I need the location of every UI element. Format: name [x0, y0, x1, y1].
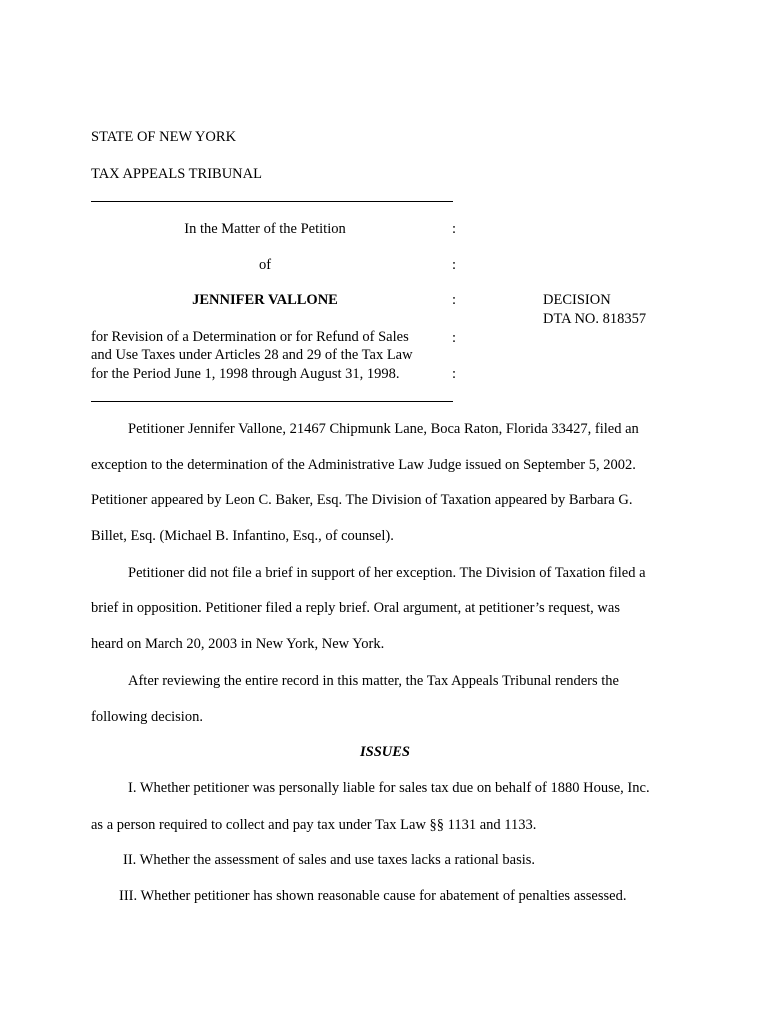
caption-colon: : — [452, 292, 457, 308]
caption-colon: : — [452, 257, 457, 273]
issues-heading: ISSUES — [360, 744, 410, 760]
issue-line: as a person required to collect and pay tax under Tax Law §§ 1131 and 1133. — [91, 817, 537, 833]
caption-description-line: for Revision of a Determination or for Refund of Sales — [91, 329, 409, 345]
caption-of: of — [258, 257, 272, 273]
body-line: Petitioner did not file a brief in support of her exception. The Division of Taxation filed a — [128, 565, 646, 581]
body-line: After reviewing the entire record in this matter, the Tax Appeals Tribunal renders the — [128, 673, 619, 689]
body-line: following decision. — [91, 709, 203, 725]
issue-line: III. Whether petitioner has shown reasonable cause for abatement of penalties assessed. — [119, 888, 627, 904]
caption-top-rule — [91, 201, 453, 202]
body-line: heard on March 20, 2003 in New York, New York. — [91, 636, 385, 652]
decision-label: DECISION — [543, 292, 611, 308]
caption-description-line: and Use Taxes under Articles 28 and 29 of the Tax Law — [91, 347, 413, 363]
caption-colon: : — [452, 366, 457, 382]
header-tribunal: TAX APPEALS TRIBUNAL — [91, 166, 262, 182]
body-line: Petitioner Jennifer Vallone, 21467 Chipmunk Lane, Boca Raton, Florida 33427, filed an — [128, 421, 639, 437]
caption-colon: : — [452, 221, 457, 237]
header-state: STATE OF NEW YORK — [91, 129, 237, 145]
caption-matter: In the Matter of the Petition — [184, 221, 346, 237]
caption-colon: : — [452, 330, 457, 346]
dta-number: DTA NO. 818357 — [543, 311, 647, 327]
issue-line: II. Whether the assessment of sales and use taxes lacks a rational basis. — [123, 852, 536, 868]
caption-petitioner-name: JENNIFER VALLONE — [192, 292, 338, 308]
issue-line: I. Whether petitioner was personally liable for sales tax due on behalf of 1880 House, Inc. — [128, 780, 650, 796]
caption-description-line: for the Period June 1, 1998 through August 31, 1998. — [91, 366, 400, 382]
caption-bottom-rule — [91, 401, 453, 402]
body-line: Petitioner appeared by Leon C. Baker, Esq. The Division of Taxation appeared by Barbara G. — [91, 492, 633, 508]
body-line: brief in opposition. Petitioner filed a reply brief. Oral argument, at petitioner’s request, was — [91, 600, 620, 616]
body-line: Billet, Esq. (Michael B. Infantino, Esq., of counsel). — [91, 528, 394, 544]
body-line: exception to the determination of the Administrative Law Judge issued on September 5, 2002. — [91, 457, 636, 473]
